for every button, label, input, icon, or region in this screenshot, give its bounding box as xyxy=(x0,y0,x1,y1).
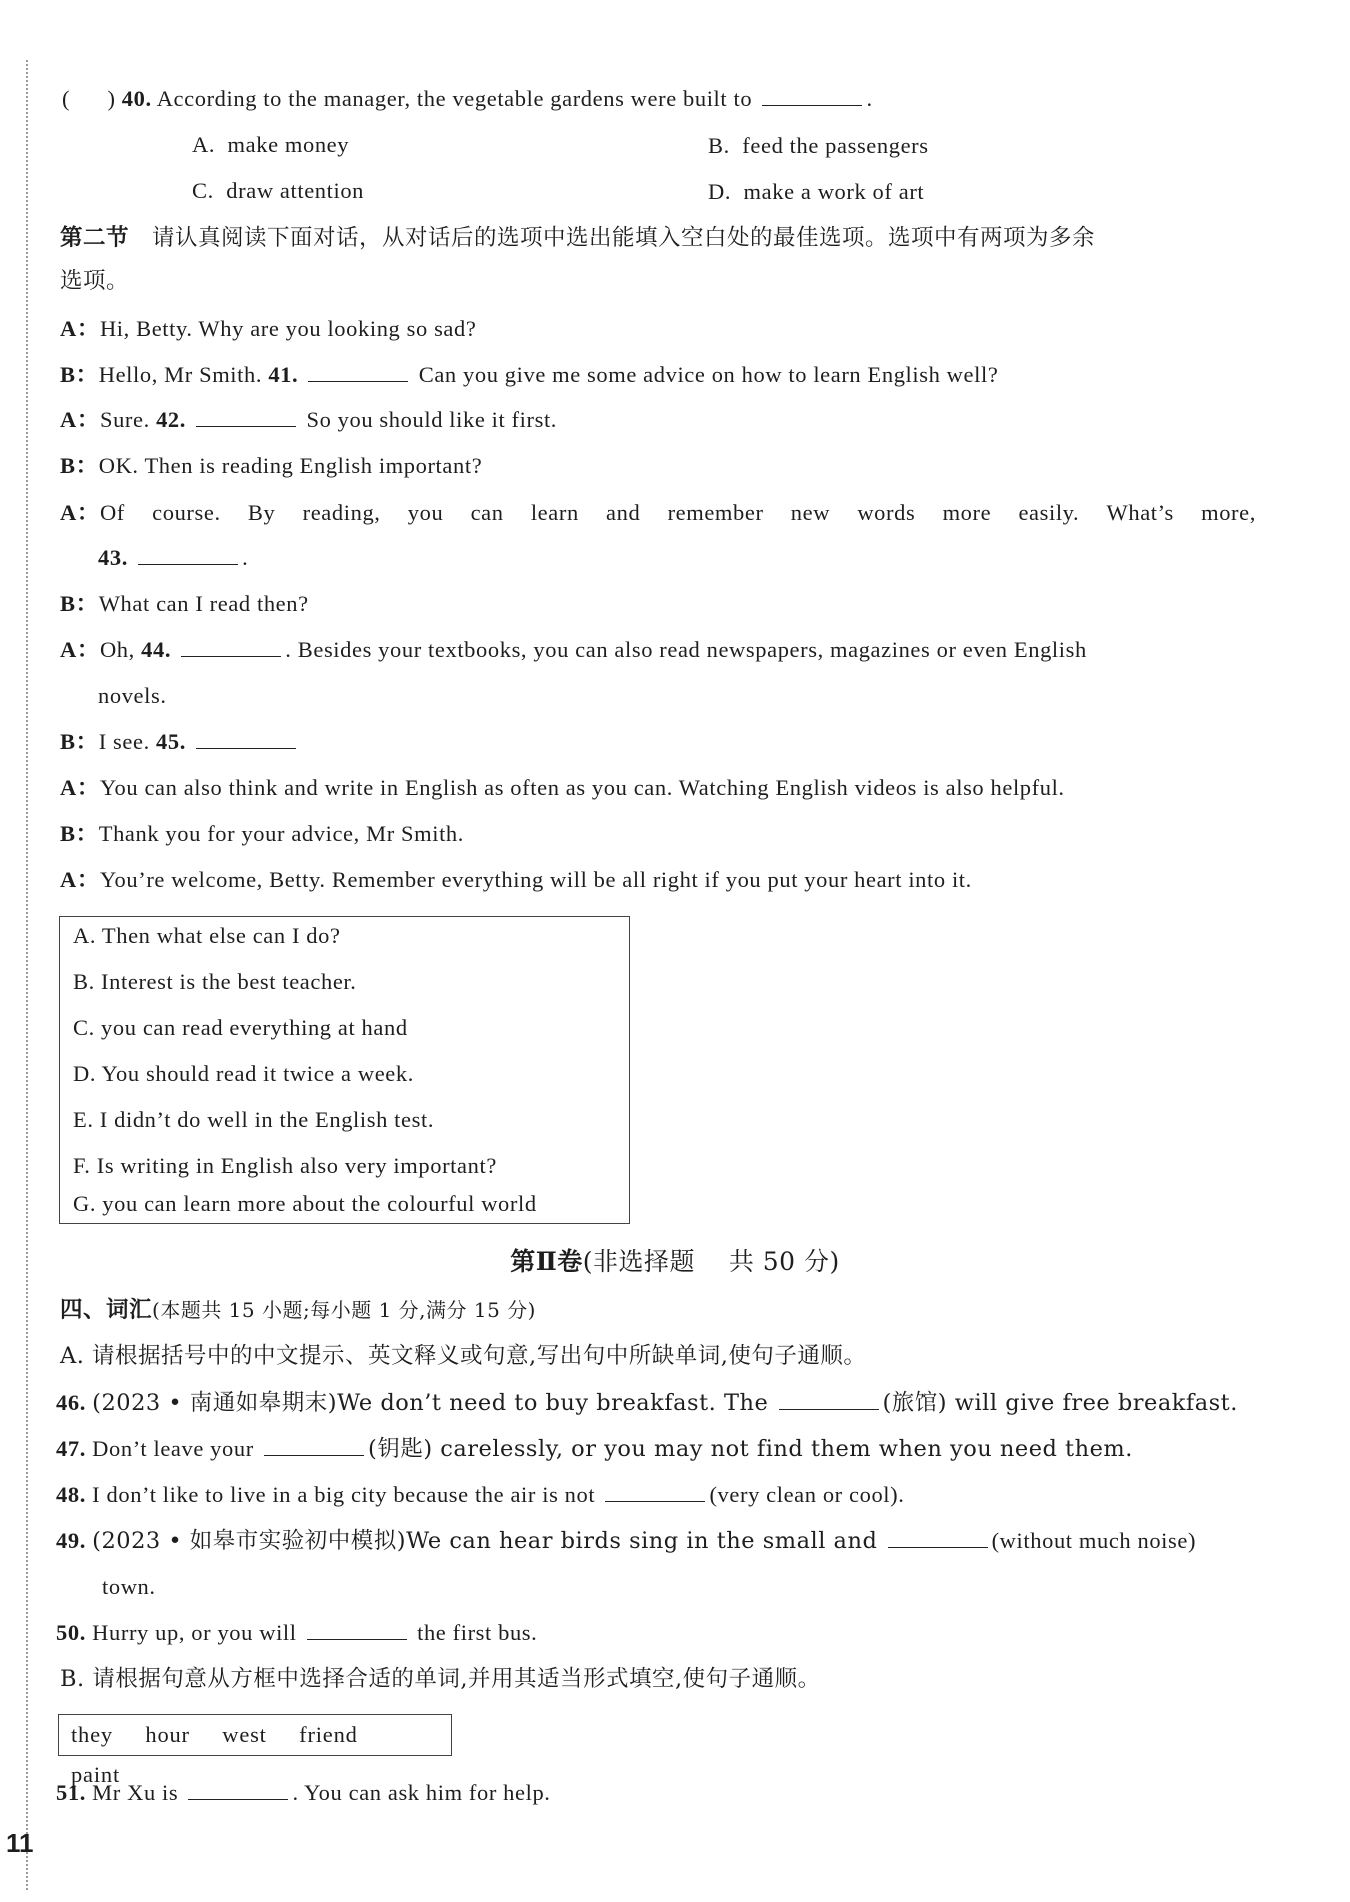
dialogue-line-8: B：I see. 45. xyxy=(60,727,300,757)
question-stem: According to the manager, the vegetable gardens were built to xyxy=(156,86,753,111)
binding-margin-line xyxy=(26,60,28,1890)
option-c: C. draw attention xyxy=(192,178,365,203)
page-number: 11 xyxy=(6,1828,34,1858)
dialogue-line-11: A：You’re welcome, Betty. Remember everything will be all right if you put your heart into it. xyxy=(60,867,972,892)
blank-48[interactable] xyxy=(605,1481,705,1502)
section-2-instruction-cont: 选项。 xyxy=(60,268,130,294)
blank-50[interactable] xyxy=(307,1619,407,1640)
blank-45[interactable] xyxy=(196,728,296,749)
vocab-47: 47. Don’t leave your (钥匙) carelessly, or you may not find them when you need them. xyxy=(56,1436,1133,1462)
blank-47[interactable] xyxy=(264,1435,364,1456)
vocab-46: 46. (2023 • 南通如皋期末)We don’t need to buy breakfast. The (旅馆) will give free breakfast. xyxy=(56,1390,1238,1416)
vocab-49: 49. (2023 • 如皋市实验初中模拟)We can hear birds sing in the small and (without much noise) xyxy=(56,1528,1197,1554)
section-4-part-a: A. 请根据括号中的中文提示、英文释义或句意,写出句中所缺单词,使句子通顺。 xyxy=(60,1343,867,1369)
dialogue-line-7-cont: novels. xyxy=(98,683,167,708)
option-b: B. feed the passengers xyxy=(708,133,929,158)
vocab-48: 48. I don’t like to live in a big city because the air is not (very clean or cool). xyxy=(56,1482,905,1507)
blank-49[interactable] xyxy=(888,1527,988,1548)
vocab-51: 51. Mr Xu is . You can ask him for help. xyxy=(56,1780,551,1805)
dialogue-option-e: E. I didn’t do well in the English test. xyxy=(73,1107,435,1132)
dialogue-line-2: B：Hello, Mr Smith. 41. Can you give me some advice on how to learn English well? xyxy=(60,362,999,387)
answer-parentheses: ( ) xyxy=(62,86,116,111)
answer-blank[interactable] xyxy=(762,85,862,106)
word-hour: hour xyxy=(145,1722,190,1747)
dialogue-line-1: A：Hi, Betty. Why are you looking so sad? xyxy=(60,316,477,341)
dialogue-line-7: A：Oh, 44. . Besides your textbooks, you can also read newspapers, magazines or even English xyxy=(60,637,1087,662)
blank-41[interactable] xyxy=(308,361,408,382)
dialogue-option-g: G. you can learn more about the colourful world xyxy=(73,1191,537,1216)
dialogue-line-5: A：Of course. By reading, you can learn and remember new words more easily. What’s more, xyxy=(60,500,1256,525)
dialogue-line-9: A：You can also think and write in English as often as you can. Watching English videos is also helpful. xyxy=(60,775,1065,800)
blank-46[interactable] xyxy=(779,1389,879,1410)
section-4-title: 四、词汇(本题共 15 小题;每小题 1 分,满分 15 分) xyxy=(60,1297,536,1323)
option-a: A. make money xyxy=(192,132,350,157)
blank-42[interactable] xyxy=(196,406,296,427)
dialogue-option-b: B. Interest is the best teacher. xyxy=(73,969,357,994)
question-number: 40. xyxy=(121,86,152,111)
dialogue-line-4: B：OK. Then is reading English important? xyxy=(60,453,483,478)
option-d: D. make a work of art xyxy=(708,179,925,204)
section-4-part-b: B. 请根据句意从方框中选择合适的单词,并用其适当形式填空,使句子通顺。 xyxy=(60,1666,821,1692)
dialogue-line-5-cont: 43. . xyxy=(98,545,249,570)
dialogue-option-c: C. you can read everything at hand xyxy=(73,1015,408,1040)
dialogue-option-a: A. Then what else can I do? xyxy=(73,923,341,948)
word-paint: paint xyxy=(71,1762,120,1787)
blank-51[interactable] xyxy=(188,1779,288,1800)
blank-44[interactable] xyxy=(181,636,281,657)
section-2-instruction: 第二节 请认真阅读下面对话，从对话后的选项中选出能填入空白处的最佳选项。选项中有两项为多余 xyxy=(60,225,1095,251)
dialogue-line-3: A：Sure. 42. So you should like it first. xyxy=(60,407,558,432)
question-40: ( ) 40. According to the manager, the vegetable gardens were built to . xyxy=(62,86,873,111)
blank-43[interactable] xyxy=(138,544,238,565)
dialogue-options-box xyxy=(59,916,630,1224)
part-2-heading: 第Ⅱ卷(非选择题 共 50 分) xyxy=(510,1247,840,1276)
word-bank-box xyxy=(58,1714,452,1787)
word-friend: friend xyxy=(299,1722,358,1747)
dialogue-option-f: F. Is writing in English also very important? xyxy=(73,1153,497,1178)
word-they: they xyxy=(71,1722,113,1747)
vocab-50: 50. Hurry up, or you will the first bus. xyxy=(56,1620,538,1645)
word-west: west xyxy=(222,1722,267,1747)
dialogue-line-10: B：Thank you for your advice, Mr Smith. xyxy=(60,821,465,846)
dialogue-line-6: B：What can I read then? xyxy=(60,591,309,616)
vocab-49-cont: town. xyxy=(102,1574,156,1599)
dialogue-option-d: D. You should read it twice a week. xyxy=(73,1061,414,1086)
